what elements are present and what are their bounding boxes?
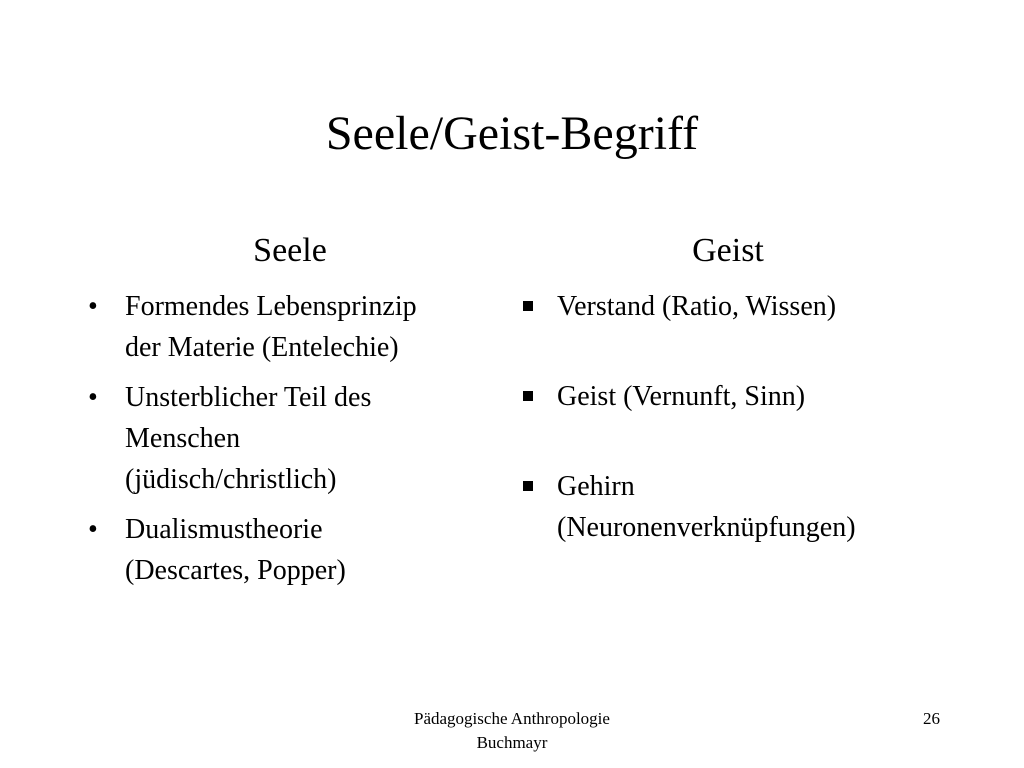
geist-bullet-list [520,286,960,597]
list-item [520,376,960,417]
list-item-line: der Materie (Entelechie) [125,332,399,363]
list-item-line: Geist (Vernunft, Sinn) [557,381,806,412]
column-heading-seele: Seele [253,232,327,269]
page-number: 26 [923,709,940,728]
bullet-dot-icon: • [88,514,98,545]
list-item-line: (Neuronenverknüpfungen) [557,512,856,543]
list-item [88,286,508,368]
list-item [520,466,960,548]
footer-course-title: Pädagogische Anthropologie [414,709,610,728]
list-item-line: (Descartes, Popper) [125,555,346,586]
list-item-line: (jüdisch/christlich) [125,464,337,495]
list-item-line: Gehirn [557,471,635,502]
footer [362,707,662,755]
square-bullet-icon [523,481,533,491]
list-item-line: Dualismustheorie [125,514,323,545]
footer-author: Buchmayr [476,733,548,752]
list-item-line: Verstand (Ratio, Wissen) [557,291,837,322]
list-item-line: Unsterblicher Teil des [125,382,372,413]
bullet-dot-icon: • [88,382,98,413]
square-bullet-icon [523,301,533,311]
column-heading-geist: Geist [692,232,764,269]
list-item-line: Formendes Lebensprinzip [125,291,417,322]
list-item-line: Menschen [125,423,241,454]
list-item [88,509,508,591]
seele-bullet-list [88,286,508,600]
bullet-dot-icon: • [88,291,98,322]
list-item [88,377,508,500]
slide-title: Seele/Geist-Begriff [325,107,699,160]
square-bullet-icon [523,391,533,401]
list-item [520,286,960,327]
